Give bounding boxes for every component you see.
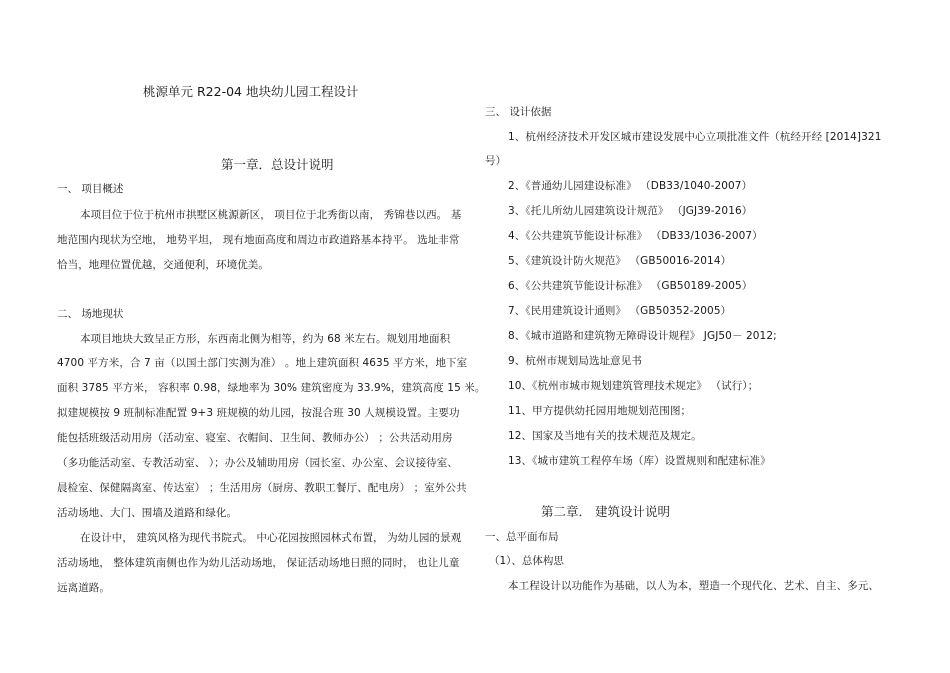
section2-line-11: 远离道路。 — [57, 582, 110, 594]
section1-line-1: 本项目位于位于杭州市拱墅区桃源新区， 项目位于北秀街以南， 秀锦巷以西。 基 — [80, 209, 462, 221]
basis-item-3: 3、《托儿所幼儿园建筑设计规范》 （JGJ39-2016） — [508, 205, 753, 217]
chapter2-title: 第二章． 建筑设计说明 — [541, 504, 670, 519]
basis-item-7: 7、《民用建筑设计通则》 （GB50352-2005） — [508, 305, 732, 317]
basis-item-2: 2、《普通幼儿园建设标准》 （DB33/1040-2007） — [508, 180, 753, 192]
basis-item-13: 13、《城市建筑工程停车场（库）设置规则和配建标准》 — [508, 455, 771, 467]
section2-line-4: 拟建规模按 9 班制标准配置 9+3 班规模的幼儿园，按混合班 30 人规模设置。主要功 — [57, 407, 460, 419]
concept-line-1: 本工程设计以功能作为基础，以人为本，塑造一个现代化、艺术、自主、多元、 — [508, 580, 879, 592]
document-title: 桃源单元 R22-04 地块幼儿园工程设计 — [143, 84, 359, 99]
basis-item-6: 6、《公共建筑节能设计标准》 （GB50189-2005） — [508, 280, 753, 292]
section2-line-1: 本项目地块大致呈正方形，东西南北侧为相等，约为 68 米左右。规划用地面积 — [80, 333, 451, 345]
section2-heading: 二、 场地现状 — [57, 308, 124, 320]
section2-line-6: （多功能活动室、专教活动室、 ）；办公及辅助用房（园长室、办公室、会议接待室、 — [57, 457, 458, 469]
section2-line-10: 活动场地， 整体建筑南侧也作为幼儿活动场地， 保证活动场地日照的同时， 也让儿童 — [57, 557, 460, 569]
section1-heading: 一、 项目概述 — [57, 183, 124, 195]
section2-line-3: 面积 3785 平方米， 容积率 0.98，绿地率为 30% 建筑密度为 33.9%，建筑高度 15 米。 — [57, 382, 486, 394]
basis-item-12: 12、国家及当地有关的技术规范及规定。 — [508, 430, 702, 442]
basis-item-5: 5、《建筑设计防火规范》 （GB50016-2014） — [508, 255, 732, 267]
basis-item-9: 9、杭州市规划局选址意见书 — [508, 355, 642, 367]
section2-line-7: 晨检室、保健隔离室、传达室） ；生活用房（厨房、教职工餐厅、配电房） ；室外公共 — [57, 482, 467, 494]
basis-item-10: 10、《杭州市城市规划建筑管理技术规定》 （试行）； — [508, 380, 759, 392]
section2-line-8: 活动场地、大门、围墙及道路和绿化。 — [57, 507, 238, 519]
section3-heading: 三、 设计依据 — [485, 106, 552, 118]
basis-item-4: 4、《公共建筑节能设计标准》 （DB33/1036-2007） — [508, 230, 763, 242]
section2-line-9: 在设计中， 建筑风格为现代书院式。 中心花园按照园林式布置， 为幼儿园的景观 — [80, 532, 462, 544]
concept-heading: （1）、总体构思 — [489, 555, 564, 567]
chapter1-title: 第一章．总设计说明 — [221, 157, 334, 172]
basis-item-11: 11、甲方提供幼托园用地规划范围图； — [508, 405, 692, 417]
section2-line-2: 4700 平方米，合 7 亩（以国土部门实测为准） 。地上建筑面积 4635 平方米，地下室 — [57, 357, 468, 369]
basis-item-8: 8、《城市道路和建筑物无障碍设计规程》 JGJ50－ 2012; — [508, 330, 777, 342]
layout-heading: 一、总平面布局 — [485, 531, 559, 543]
section2-line-5: 能包括班级活动用房（活动室、寝室、衣帽间、卫生间、教师办公） ；公共活动用房 — [57, 432, 453, 444]
section1-line-2: 地范围内现状为空地， 地势平坦， 现有地面高度和周边市政道路基本持平。 选址非常 — [57, 234, 460, 246]
basis-item-1-cont: 号） — [485, 155, 507, 167]
basis-item-1: 1、杭州经济技术开发区城市建设发展中心立项批准文件（杭经开经 [2014]321 — [508, 131, 882, 143]
section1-line-3: 恰当，地理位置优越，交通便利，环境优美。 — [57, 259, 269, 271]
